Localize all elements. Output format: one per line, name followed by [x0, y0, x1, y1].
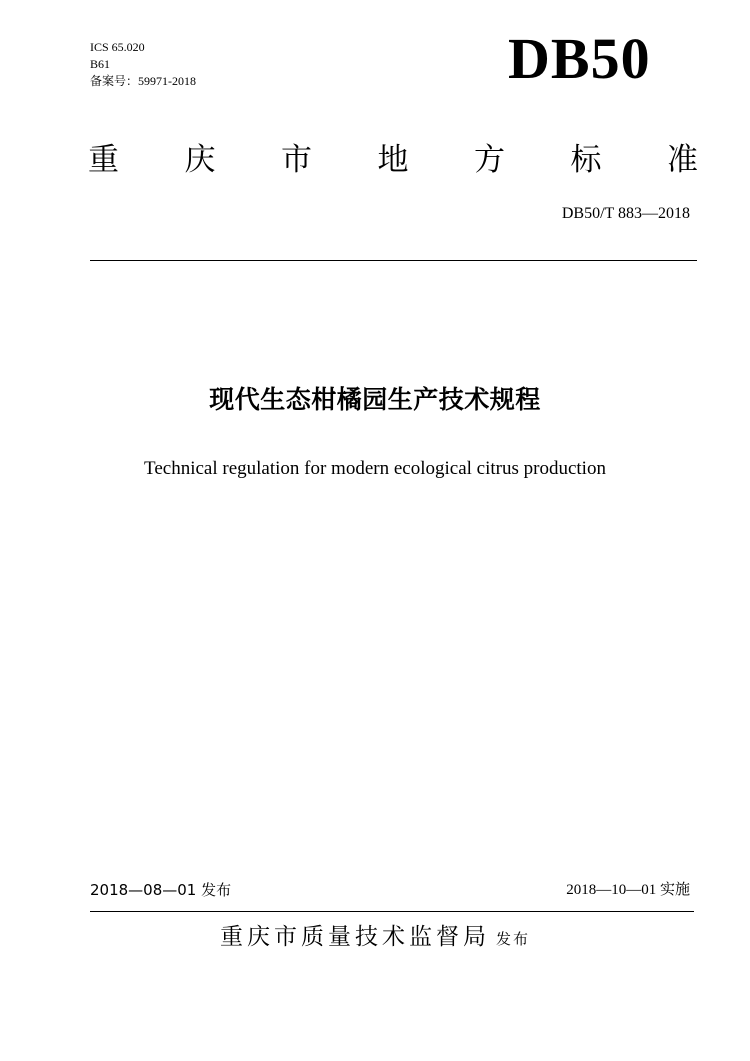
ccs-code: B61 — [90, 57, 111, 71]
standard-type-char: 庆 — [184, 142, 216, 178]
publish-date: 2018—08—01 发布 — [90, 881, 232, 899]
standard-type-char: 准 — [667, 142, 698, 178]
document-title-english: Technical regulation for modern ecological citrus production — [144, 458, 606, 479]
issuer-suffix: 发布 — [495, 930, 530, 948]
standard-type-char: 重 — [88, 142, 119, 178]
standard-type-char: 标 — [570, 142, 602, 178]
document-title-chinese: 现代生态柑橘园生产技术规程 — [209, 385, 541, 414]
standard-number: DB50/T 883—2018 — [561, 205, 690, 222]
bottom-divider — [90, 911, 694, 912]
top-divider — [90, 260, 697, 261]
issuer-line — [0, 921, 750, 955]
standard-logo-code: DB50 — [508, 26, 651, 91]
standard-type-char: 市 — [281, 142, 312, 178]
standard-type-char: 地 — [377, 142, 409, 178]
standard-type-title — [88, 140, 698, 180]
ics-code: ICS 65.020 — [90, 40, 145, 54]
standard-type-char: 方 — [474, 142, 505, 178]
record-number: 备案号：59971-2018 — [90, 74, 196, 88]
implement-date: 2018—10—01 实施 — [566, 882, 690, 898]
issuing-authority: 重庆市质量技术监督局 — [219, 924, 490, 950]
classification-block — [90, 39, 196, 90]
